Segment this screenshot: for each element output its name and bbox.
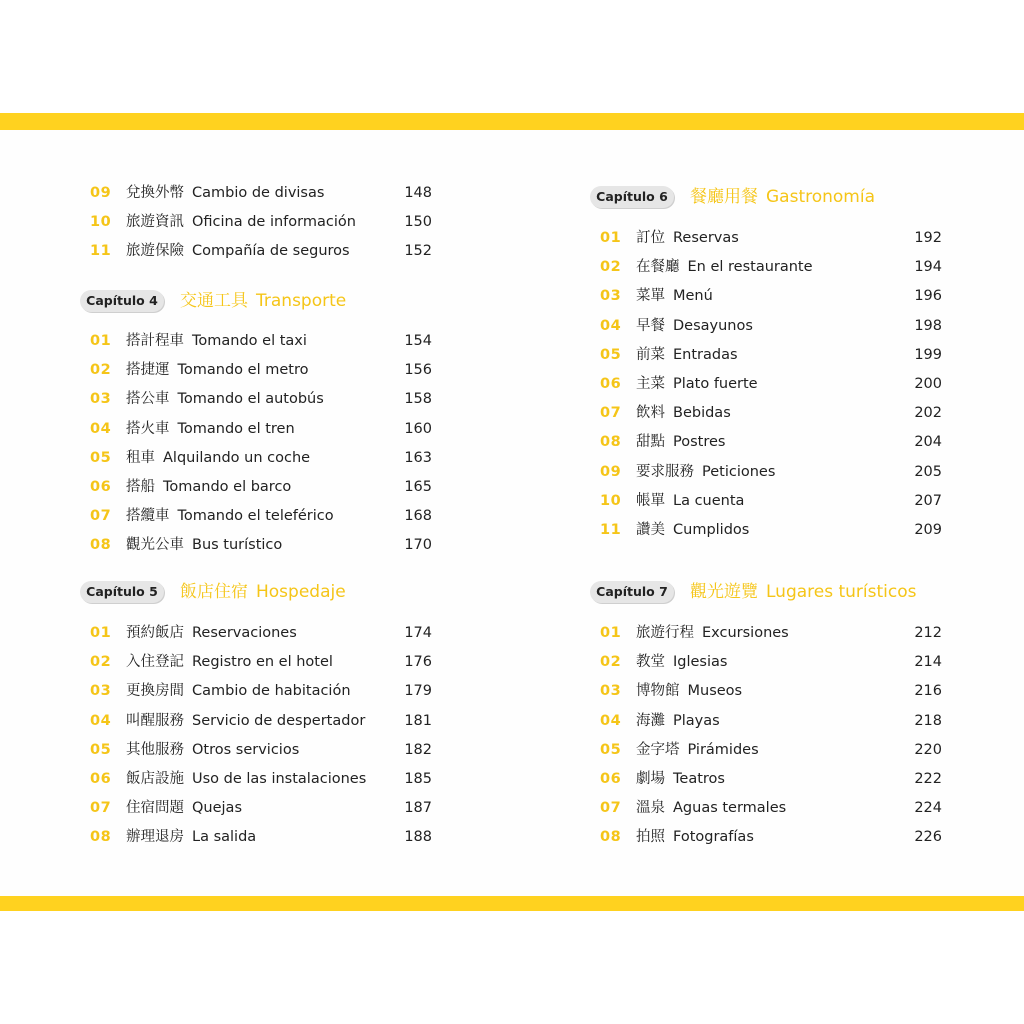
entry-page-number: 199 xyxy=(914,346,942,363)
entry-title-spanish: Playas xyxy=(673,712,720,729)
entry-title xyxy=(126,534,282,556)
entry-number: 01 xyxy=(600,625,622,641)
entry-number: 03 xyxy=(600,683,622,700)
entry-title-chinese: 搭纜車 xyxy=(126,508,170,525)
entry-page-number: 158 xyxy=(404,391,432,408)
entry-page-number: 214 xyxy=(914,654,942,671)
toc-entry[interactable] xyxy=(592,651,952,673)
entry-title-chinese: 搭捷運 xyxy=(126,362,170,379)
entry-title xyxy=(636,519,749,541)
entry-number: 03 xyxy=(90,683,112,700)
entry-title-spanish: Peticiones xyxy=(702,463,776,480)
entry-title xyxy=(126,211,356,233)
toc-entry[interactable] xyxy=(82,182,442,204)
entry-title xyxy=(636,651,727,673)
toc-entry[interactable] xyxy=(82,797,442,819)
entry-page-number: 179 xyxy=(404,683,432,700)
toc-entry[interactable] xyxy=(592,622,952,644)
entry-title-chinese: 菜單 xyxy=(636,288,665,305)
chapter-title-chinese: 交通工具 xyxy=(180,291,248,311)
entry-title-chinese: 訂位 xyxy=(636,230,665,246)
entry-title xyxy=(126,768,366,790)
entry-title-spanish: Quejas xyxy=(192,800,242,817)
entry-title-spanish: Tomando el barco xyxy=(163,479,292,495)
entry-title-spanish: Tomando el autobús xyxy=(177,391,324,408)
entry-number: 06 xyxy=(90,771,112,787)
entry-title-spanish: Servicio de despertador xyxy=(192,712,366,729)
entry-title-spanish: Menú xyxy=(673,288,713,305)
entry-title xyxy=(126,651,333,673)
entry-page-number: 216 xyxy=(914,683,942,700)
entry-number: 05 xyxy=(90,449,112,466)
entry-page-number: 188 xyxy=(404,829,432,846)
entry-number: 07 xyxy=(90,800,112,817)
entry-page-number: 187 xyxy=(404,800,432,817)
entry-number: 08 xyxy=(90,829,112,846)
entry-title xyxy=(126,622,297,644)
chapter-title-chinese: 觀光遊覽 xyxy=(690,582,758,602)
toc-entry[interactable] xyxy=(592,431,952,453)
entry-page-number: 148 xyxy=(404,185,432,201)
entry-number: 11 xyxy=(600,522,622,538)
toc-entry[interactable] xyxy=(82,505,442,527)
entry-title-chinese: 更換房間 xyxy=(126,683,184,700)
entry-title xyxy=(126,739,299,761)
chapter-label-badge: Capítulo 6 xyxy=(590,186,674,208)
entry-page-number: 150 xyxy=(404,214,432,231)
entry-number: 07 xyxy=(90,508,112,525)
entry-title xyxy=(126,680,351,702)
entry-number: 05 xyxy=(90,741,112,758)
entry-number: 01 xyxy=(600,230,622,246)
entry-title-spanish: Tomando el tren xyxy=(177,420,295,437)
toc-entry[interactable] xyxy=(82,534,442,556)
chapter-title xyxy=(690,183,875,211)
toc-entry[interactable] xyxy=(592,402,952,424)
entry-title-spanish: Pirámides xyxy=(687,741,759,758)
entry-number: 02 xyxy=(90,654,112,671)
entry-number: 07 xyxy=(600,405,622,422)
chapter-label-badge: Capítulo 5 xyxy=(80,581,164,603)
toc-entry[interactable] xyxy=(592,490,952,512)
entry-title-chinese: 博物館 xyxy=(636,683,680,700)
entry-title xyxy=(126,505,334,527)
toc-entry[interactable] xyxy=(592,344,952,366)
entry-page-number: 182 xyxy=(404,741,432,758)
entry-title-chinese: 早餐 xyxy=(636,317,665,334)
entry-title xyxy=(126,447,310,469)
chapter-title-chinese: 餐廳用餐 xyxy=(690,187,758,207)
entry-title-spanish: Cumplidos xyxy=(673,522,750,538)
toc-entry[interactable] xyxy=(592,768,952,790)
entry-number: 02 xyxy=(600,259,622,276)
entry-title-chinese: 飯店設施 xyxy=(126,771,184,787)
toc-entry[interactable] xyxy=(592,826,952,848)
entry-number: 08 xyxy=(600,434,622,451)
entry-number: 01 xyxy=(90,625,112,641)
entry-number: 11 xyxy=(90,243,112,260)
entry-title-spanish: Oficina de información xyxy=(192,214,356,231)
entry-title-spanish: Teatros xyxy=(673,771,725,787)
chapter-label-badge: Capítulo 4 xyxy=(80,290,164,312)
chapter-title-spanish: Transporte xyxy=(256,291,347,311)
toc-entry[interactable] xyxy=(592,373,952,395)
entry-page-number: 194 xyxy=(914,259,942,276)
entry-title-chinese: 飲料 xyxy=(636,405,665,422)
entry-title-chinese: 帳單 xyxy=(636,492,665,509)
entry-page-number: 154 xyxy=(404,333,432,349)
entry-title-chinese: 旅遊行程 xyxy=(636,625,694,641)
entry-title xyxy=(126,182,324,204)
entry-title-spanish: Cambio de habitación xyxy=(192,683,351,700)
entry-title-chinese: 搭計程車 xyxy=(126,333,184,349)
toc-entry[interactable] xyxy=(82,388,442,410)
entry-page-number: 176 xyxy=(404,654,432,671)
toc-entry[interactable] xyxy=(82,476,442,498)
entry-page-number: 209 xyxy=(914,522,942,538)
entry-title-spanish: La cuenta xyxy=(673,492,745,509)
entry-title-spanish: Plato fuerte xyxy=(673,376,758,392)
toc-entry[interactable] xyxy=(82,739,442,761)
entry-title-spanish: Aguas termales xyxy=(673,800,787,817)
entry-title-chinese: 讚美 xyxy=(636,522,665,538)
entry-number: 07 xyxy=(600,800,622,817)
entry-title-spanish: La salida xyxy=(192,829,257,846)
entry-title xyxy=(636,739,759,761)
entry-title-chinese: 其他服務 xyxy=(126,741,184,758)
chapter-title xyxy=(180,578,346,606)
entry-title xyxy=(636,256,813,278)
entry-title xyxy=(636,285,713,307)
chapter-title-spanish: Gastronomía xyxy=(766,187,876,207)
entry-page-number: 198 xyxy=(914,317,942,334)
entry-title xyxy=(126,476,291,498)
toc-entry[interactable] xyxy=(82,768,442,790)
toc-entry[interactable] xyxy=(592,519,952,541)
entry-title-chinese: 溫泉 xyxy=(636,800,665,817)
entry-title-chinese: 旅遊資訊 xyxy=(126,214,184,231)
entry-number: 05 xyxy=(600,346,622,363)
entry-number: 02 xyxy=(600,654,622,671)
chapter-title xyxy=(690,578,917,606)
chapter-label-badge: Capítulo 7 xyxy=(590,581,674,603)
chapter-title-chinese: 飯店住宿 xyxy=(180,582,248,602)
entry-title xyxy=(126,388,324,410)
entry-page-number: 156 xyxy=(404,362,432,379)
entry-title-chinese: 兌換外幣 xyxy=(126,185,184,201)
entry-title-spanish: Reservaciones xyxy=(192,625,297,641)
entry-title-chinese: 海灘 xyxy=(636,712,665,729)
bottom-yellow-band xyxy=(0,896,1024,911)
entry-page-number: 226 xyxy=(914,829,942,846)
entry-title-chinese: 叫醒服務 xyxy=(126,712,184,729)
entry-page-number: 192 xyxy=(914,230,942,246)
toc-entry[interactable] xyxy=(592,797,952,819)
entry-title-spanish: En el restaurante xyxy=(687,259,813,276)
entry-page-number: 174 xyxy=(404,625,432,641)
entry-title-spanish: Desayunos xyxy=(673,317,753,334)
entry-number: 06 xyxy=(600,376,622,392)
entry-title-spanish: Entradas xyxy=(673,346,738,363)
entry-title-chinese: 在餐廳 xyxy=(636,259,680,276)
entry-page-number: 222 xyxy=(914,771,942,787)
entry-page-number: 220 xyxy=(914,741,942,758)
toc-entry[interactable] xyxy=(592,285,952,307)
entry-title xyxy=(636,768,725,790)
toc-entry[interactable] xyxy=(82,211,442,233)
chapter-title-spanish: Hospedaje xyxy=(256,582,346,602)
entry-title-chinese: 搭火車 xyxy=(126,420,170,437)
toc-entry[interactable] xyxy=(592,315,952,337)
entry-number: 03 xyxy=(600,288,622,305)
entry-number: 06 xyxy=(90,479,112,495)
entry-title-spanish: Tomando el teleférico xyxy=(177,508,334,525)
entry-title-spanish: Postres xyxy=(673,434,726,451)
entry-number: 01 xyxy=(90,333,112,349)
entry-title-chinese: 金字塔 xyxy=(636,741,680,758)
entry-page-number: 152 xyxy=(404,243,432,260)
entry-number: 09 xyxy=(90,185,112,201)
entry-title xyxy=(636,402,731,424)
chapter-title xyxy=(180,287,346,315)
entry-title-spanish: Fotografías xyxy=(673,829,754,846)
entry-title-chinese: 前菜 xyxy=(636,346,665,363)
entry-title-chinese: 拍照 xyxy=(636,829,665,846)
entry-title-chinese: 旅遊保險 xyxy=(126,243,184,260)
entry-number: 02 xyxy=(90,362,112,379)
entry-title xyxy=(636,622,789,644)
entry-number: 05 xyxy=(600,741,622,758)
toc-entry[interactable] xyxy=(82,680,442,702)
entry-page-number: 204 xyxy=(914,434,942,451)
entry-title-chinese: 要求服務 xyxy=(636,463,694,480)
toc-entry[interactable] xyxy=(82,622,442,644)
entry-page-number: 205 xyxy=(914,463,942,480)
entry-title-chinese: 租車 xyxy=(126,449,155,466)
toc-entry[interactable] xyxy=(82,330,442,352)
toc-entry[interactable] xyxy=(592,461,952,483)
toc-entry[interactable] xyxy=(82,826,442,848)
entry-page-number: 168 xyxy=(404,508,432,525)
entry-page-number: 181 xyxy=(404,712,432,729)
entry-title-chinese: 劇場 xyxy=(636,771,665,787)
entry-title xyxy=(126,826,256,848)
entry-title-chinese: 住宿問題 xyxy=(126,800,184,817)
toc-entry[interactable] xyxy=(592,227,952,249)
entry-title-chinese: 入住登記 xyxy=(126,654,184,671)
entry-title-chinese: 主菜 xyxy=(636,376,665,392)
entry-title xyxy=(636,490,744,512)
chapter-title-spanish: Lugares turísticos xyxy=(766,582,917,602)
top-yellow-band xyxy=(0,113,1024,130)
entry-page-number: 160 xyxy=(404,420,432,437)
entry-number: 04 xyxy=(600,317,622,334)
entry-title xyxy=(636,797,786,819)
entry-title-spanish: Bus turístico xyxy=(192,537,283,554)
entry-title-spanish: Cambio de divisas xyxy=(192,185,325,201)
entry-page-number: 170 xyxy=(404,537,432,554)
entry-title xyxy=(126,797,242,819)
entry-page-number: 202 xyxy=(914,405,942,422)
entry-title-chinese: 辦理退房 xyxy=(126,829,184,846)
entry-title-spanish: Reservas xyxy=(673,230,739,246)
toc-entry[interactable] xyxy=(82,359,442,381)
toc-entry[interactable] xyxy=(592,710,952,732)
entry-title xyxy=(636,227,739,249)
entry-page-number: 200 xyxy=(914,376,942,392)
entry-title-spanish: Uso de las instalaciones xyxy=(192,771,367,787)
entry-number: 10 xyxy=(600,492,622,509)
entry-page-number: 185 xyxy=(404,771,432,787)
entry-number: 10 xyxy=(90,214,112,231)
entry-title xyxy=(636,431,725,453)
entry-title xyxy=(636,373,758,395)
entry-title xyxy=(636,315,753,337)
entry-page-number: 218 xyxy=(914,712,942,729)
entry-title-spanish: Tomando el metro xyxy=(177,362,309,379)
entry-title-spanish: Iglesias xyxy=(673,654,728,671)
entry-title xyxy=(636,826,754,848)
entry-number: 04 xyxy=(90,712,112,729)
entry-title xyxy=(636,680,742,702)
entry-title-spanish: Compañía de seguros xyxy=(192,243,350,260)
entry-page-number: 165 xyxy=(404,479,432,495)
entry-title-chinese: 甜點 xyxy=(636,434,665,451)
entry-title-chinese: 搭船 xyxy=(126,479,155,495)
entry-number: 06 xyxy=(600,771,622,787)
entry-number: 04 xyxy=(600,712,622,729)
entry-title-spanish: Otros servicios xyxy=(192,741,300,758)
entry-page-number: 207 xyxy=(914,492,942,509)
entry-title xyxy=(126,330,307,352)
entry-number: 03 xyxy=(90,391,112,408)
entry-number: 04 xyxy=(90,420,112,437)
entry-title-chinese: 搭公車 xyxy=(126,391,170,408)
entry-number: 08 xyxy=(90,537,112,554)
entry-title xyxy=(636,461,775,483)
entry-title xyxy=(126,418,295,440)
entry-page-number: 212 xyxy=(914,625,942,641)
entry-title-spanish: Tomando el taxi xyxy=(192,333,307,349)
entry-title-spanish: Museos xyxy=(687,683,743,700)
entry-title xyxy=(636,344,738,366)
toc-entry[interactable] xyxy=(592,739,952,761)
toc-entry[interactable] xyxy=(82,447,442,469)
entry-title xyxy=(636,710,720,732)
entry-title xyxy=(126,359,308,381)
entry-number: 09 xyxy=(600,463,622,480)
entry-title-spanish: Bebidas xyxy=(673,405,731,422)
entry-title-spanish: Excursiones xyxy=(702,625,789,641)
entry-page-number: 163 xyxy=(404,449,432,466)
entry-page-number: 224 xyxy=(914,800,942,817)
entry-title-spanish: Alquilando un coche xyxy=(163,449,311,466)
entry-title-chinese: 觀光公車 xyxy=(126,537,184,554)
toc-entry[interactable] xyxy=(82,418,442,440)
toc-entry[interactable] xyxy=(82,651,442,673)
entry-title-chinese: 教堂 xyxy=(636,654,665,671)
toc-entry[interactable] xyxy=(82,710,442,732)
entry-title-spanish: Registro en el hotel xyxy=(192,654,333,671)
entry-title-chinese: 預約飯店 xyxy=(126,625,184,641)
entry-page-number: 196 xyxy=(914,288,942,305)
toc-entry[interactable] xyxy=(592,256,952,278)
entry-number: 08 xyxy=(600,829,622,846)
entry-title xyxy=(126,240,350,262)
entry-title xyxy=(126,710,365,732)
toc-entry[interactable] xyxy=(592,680,952,702)
toc-entry[interactable] xyxy=(82,240,442,262)
